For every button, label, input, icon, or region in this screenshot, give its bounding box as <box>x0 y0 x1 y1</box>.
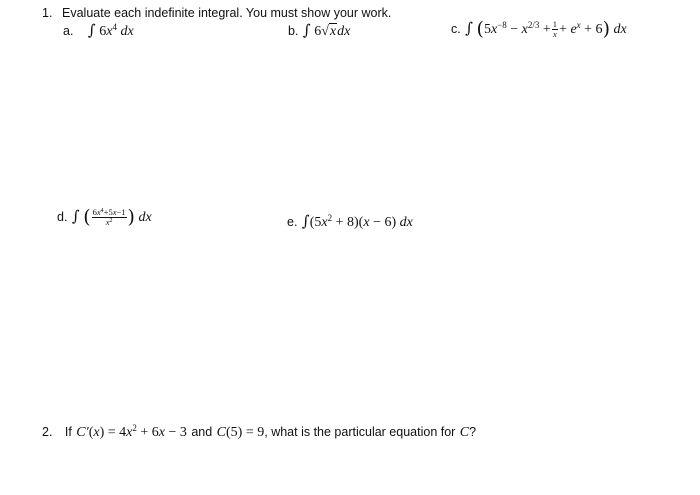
problem-c-label: c. <box>451 22 461 36</box>
problem-a-expression: ∫ $6x^4$ dx <box>87 21 134 39</box>
question-2-mark: ? <box>469 425 477 439</box>
problem-d-expression: ∫ ( $\frac{6x^4+5x-1}{x^2}$ ) dx <box>71 206 152 228</box>
problem-a <box>63 21 134 40</box>
question-2-and: and <box>191 425 213 439</box>
problem-b-expression: ∫ 6√xdx <box>302 21 351 39</box>
question-2-ask: , what is the particular equation for <box>264 425 456 439</box>
problem-e-expression: $\int(5x^2 + 8)(x - 6)$ dx <box>301 212 413 230</box>
problem-b-label: b. <box>288 24 299 38</box>
question-2-if: If <box>64 425 72 439</box>
problem-c-expression: ∫ ($5x^{-8} - x^{2/3}$ + $\frac{1}{x}$ + $e^x + 6$) dx <box>465 18 627 40</box>
problem-a-label: a. <box>63 24 74 38</box>
question-2 <box>42 423 476 441</box>
problem-d-label: d. <box>57 210 68 224</box>
problem-b <box>288 21 350 40</box>
question-2-function: C <box>459 425 470 440</box>
question-2-condition: C(5) = 9 <box>216 425 265 440</box>
question-1-number: 1. <box>42 6 53 20</box>
problem-d <box>57 206 152 228</box>
question-1-prompt: Evaluate each indefinite integral. You must show your work. <box>62 6 392 20</box>
problem-c <box>451 18 627 40</box>
question-2-number: 2. <box>42 425 53 439</box>
problem-e-label: e. <box>287 215 298 229</box>
problem-e <box>287 212 413 231</box>
question-2-derivative: $C'(x) = 4x^2 + 6x - 3$ <box>76 423 187 440</box>
